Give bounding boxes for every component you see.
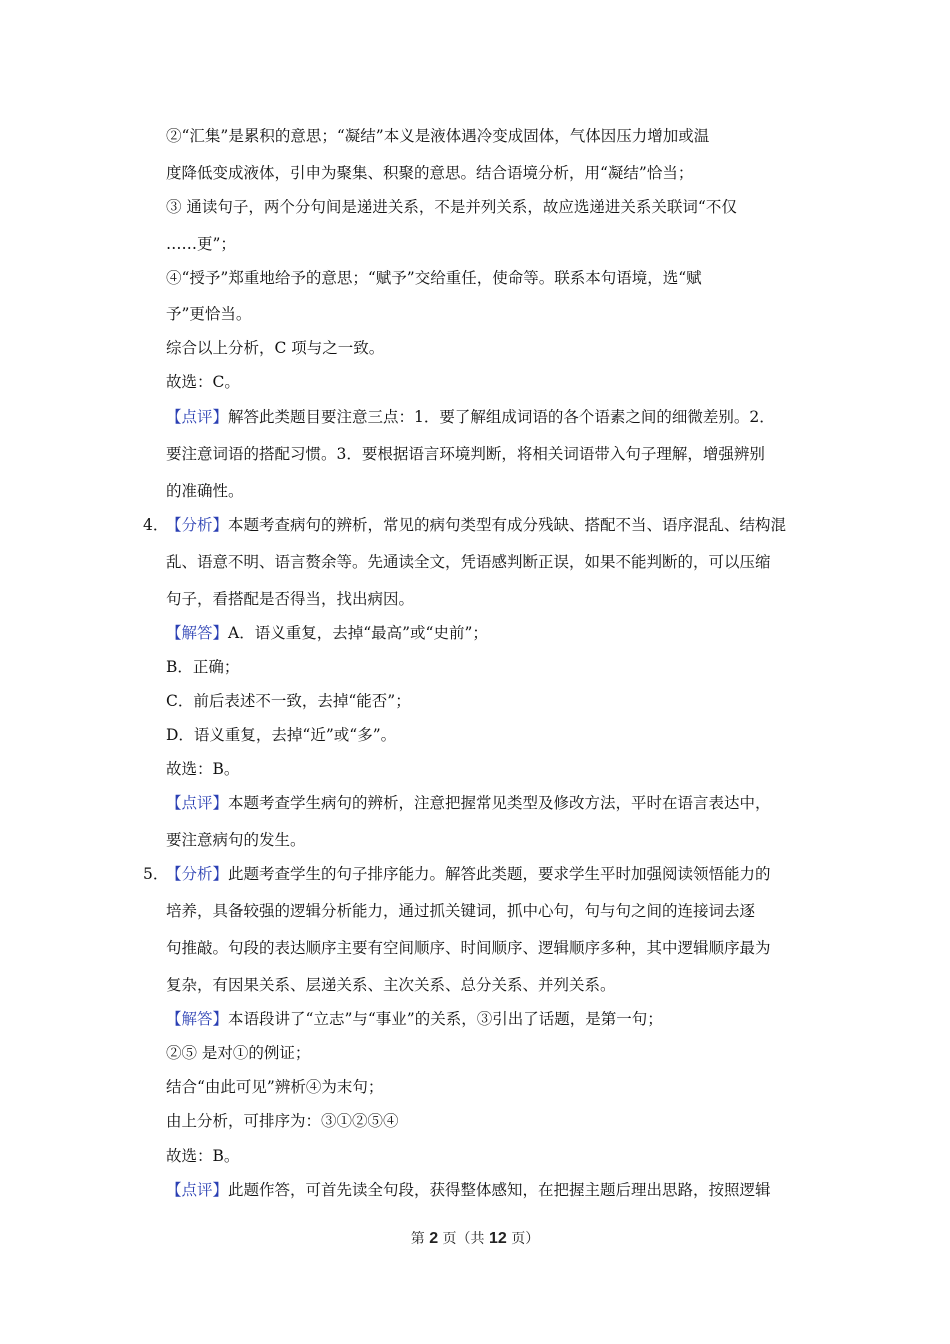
comment-tag: 【点评】 [166, 408, 229, 426]
answer-line [166, 1009, 663, 1029]
page-footer [0, 1229, 950, 1249]
text-line: 故选：B。 [166, 760, 240, 778]
text-line: C．前后表述不一致，去掉“能否”； [166, 692, 411, 710]
comment-line [166, 1180, 771, 1200]
page-number: 2 [429, 1230, 439, 1247]
text-line: ②“汇集”是累积的意思；“凝结”本义是液体遇冷变成固体，气体因压力增加或温 [166, 127, 710, 145]
text-line: ③ 通读句子，两个分句间是递进关系，不是并列关系，故应选递进关系关联词“不仅 [166, 198, 737, 216]
comment-tag: 【点评】 [166, 794, 229, 812]
comment-line [166, 793, 771, 813]
text-line: ②⑤ 是对①的例证； [166, 1044, 311, 1062]
text-line: 予”更恰当。 [166, 305, 252, 323]
text-line: 要注意词语的搭配习惯。3．要根据语言环境判断，将相关词语带入句子理解，增强辨别 [166, 445, 765, 463]
text-line: 度降低变成液体，引申为聚集、积聚的意思。结合语境分析，用“凝结”恰当； [166, 164, 694, 182]
analysis-text: 本题考查病句的辨析，常见的病句类型有成分残缺、搭配不当、语序混乱、结构混 [228, 516, 787, 534]
comment-text: 此题作答，可首先读全句段，获得整体感知，在把握主题后理出思路，按照逻辑 [228, 1181, 771, 1199]
comment-line [166, 407, 775, 427]
text-line: 综合以上分析，C 项与之一致。 [166, 339, 385, 357]
comment-text: 本题考查学生病句的辨析，注意把握常见类型及修改方法，平时在语言表达中， [228, 794, 771, 812]
text-line: 的准确性。 [166, 482, 244, 500]
text-line: 复杂，有因果关系、层递关系、主次关系、总分关系、并列关系。 [166, 976, 616, 994]
text-line: 要注意病句的发生。 [166, 831, 306, 849]
text-line: ……更”； [166, 235, 236, 253]
text-line: ④“授予”郑重地给予的意思；“赋予”交给重任，使命等。联系本句语境，选“赋 [166, 269, 702, 287]
text-line: 句推敲。句段的表达顺序主要有空间顺序、时间顺序、逻辑顺序多种，其中逻辑顺序最为 [166, 939, 771, 957]
text-line: 培养，具备较强的逻辑分析能力，通过抓关键词，抓中心句，句与句之间的连接词去逐 [166, 902, 756, 920]
text-line: 由上分析，可排序为：③①②⑤④ [166, 1112, 399, 1130]
footer-suffix: 页） [511, 1231, 540, 1247]
text-line: 结合“由此可见”辨析④为末句； [166, 1078, 384, 1096]
analysis-tag: 【分析】 [166, 865, 229, 883]
answer-tag: 【解答】 [166, 1010, 229, 1028]
comment-text: 解答此类题目要注意三点：1．要了解组成词语的各个语素之间的细微差别。2． [228, 408, 775, 426]
text-line: B．正确； [166, 658, 240, 676]
analysis-tag: 【分析】 [166, 516, 229, 534]
analysis-text: 此题考查学生的句子排序能力。解答此类题，要求学生平时加强阅读领悟能力的 [228, 865, 771, 883]
footer-prefix: 第 [410, 1231, 425, 1247]
text-line: 乱、语意不明、语言赘余等。先通读全文，凭语感判断正误，如果不能判断的，可以压缩 [166, 553, 771, 571]
answer-text: 本语段讲了“立志”与“事业”的关系，③引出了话题，是第一句； [228, 1010, 663, 1028]
analysis-line [166, 515, 786, 535]
answer-line [166, 623, 488, 643]
answer-tag: 【解答】 [166, 624, 229, 642]
text-line: 句子，看搭配是否得当，找出病因。 [166, 590, 415, 608]
text-line: D．语义重复，去掉“近”或“多”。 [166, 726, 397, 744]
total-pages: 12 [489, 1230, 507, 1247]
comment-tag: 【点评】 [166, 1181, 229, 1199]
question-number: 5． [143, 865, 169, 883]
text-line: 故选：C。 [166, 373, 240, 391]
footer-mid: 页（共 [442, 1231, 485, 1247]
question-number: 4． [143, 516, 169, 534]
text-line: 故选：B。 [166, 1147, 240, 1165]
answer-text: A．语义重复，去掉“最高”或“史前”； [228, 624, 488, 642]
analysis-line [166, 864, 771, 884]
